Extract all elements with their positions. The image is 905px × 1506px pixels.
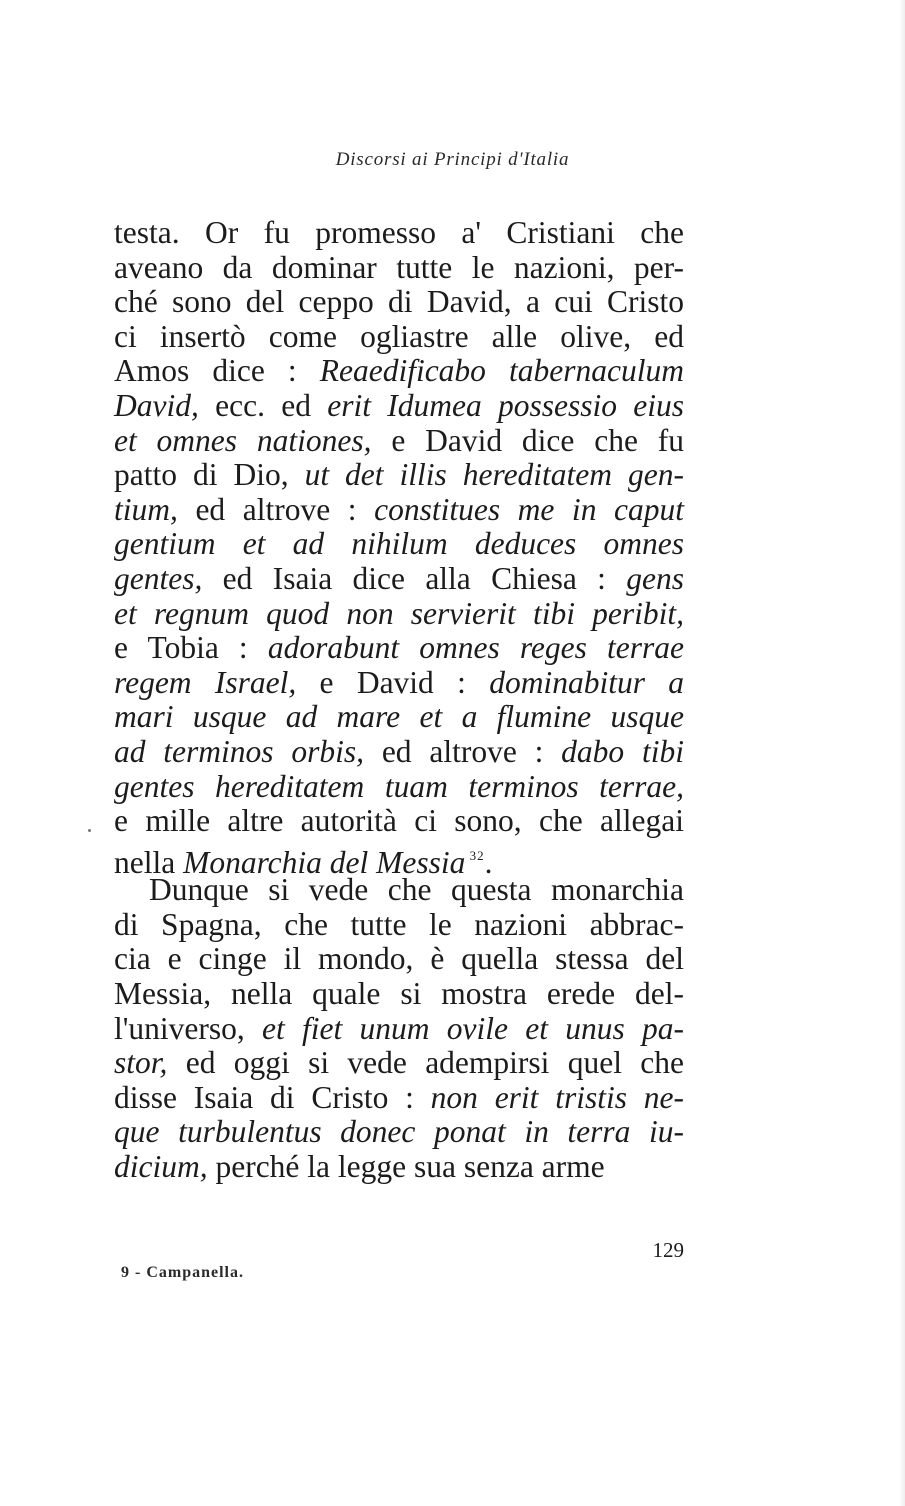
italic-segment: gentium et ad nihilum deduces omnes [114, 526, 684, 562]
text-line [114, 631, 684, 666]
text-segment: testa. Or fu promesso a' Cristiani che [114, 215, 684, 250]
text-segment: aveano da dominar tutte le nazioni, per- [114, 249, 684, 285]
text-line [114, 458, 684, 493]
text-line [114, 700, 684, 735]
text-line [114, 389, 684, 424]
text-segment: e mille altre autorità ci sono, che allegai [114, 803, 684, 839]
text-line [114, 1046, 684, 1081]
italic-segment: que turbulentus donec ponat in terra iu- [114, 1114, 684, 1150]
text-segment: di Spagna, che tutte le nazioni abbrac- [114, 906, 684, 942]
text-line [114, 666, 684, 701]
text-line [114, 873, 684, 908]
footnote-marker: 32 [465, 847, 485, 863]
text-line [114, 942, 684, 977]
italic-segment: gentes, [114, 560, 203, 596]
text-line [114, 977, 684, 1012]
text-line [114, 216, 684, 251]
text-segment: disse Isaia di Cristo : [114, 1079, 431, 1115]
italic-segment: regem Israel, [114, 664, 297, 700]
italic-segment: et regnum quod non servierit tibi peribit, [114, 595, 684, 631]
italic-segment: constitues me in caput [374, 491, 684, 527]
text-segment: e David dice che fu [371, 422, 684, 458]
italic-segment: tium, [114, 491, 178, 527]
italic-segment: David, [114, 387, 199, 423]
text-line [114, 804, 684, 839]
text-line [114, 424, 684, 459]
text-line [114, 597, 684, 632]
text-segment: ed altrove : [177, 491, 375, 527]
italic-segment: ut det illis hereditatem gen- [304, 457, 684, 493]
italic-segment: dabo tibi [561, 733, 684, 769]
text-segment: ché sono del ceppo di David, a cui Cristo [114, 284, 684, 320]
text-line [114, 285, 684, 320]
printing-speck [88, 829, 91, 832]
running-head: Discorsi ai Principi d'Italia [335, 149, 570, 170]
italic-segment: gens [626, 560, 684, 596]
text-segment: ecc. ed [198, 387, 328, 423]
text-line [114, 562, 684, 597]
italic-segment: Monarchia del Messia [183, 844, 466, 880]
text-segment: Messia, nella quale si mostra erede del- [114, 976, 684, 1012]
text-line [114, 908, 684, 943]
text-segment: l'universo, [114, 1010, 263, 1046]
italic-segment: adorabunt omnes reges terrae [267, 630, 684, 666]
text-line [114, 839, 684, 880]
page-edge [899, 0, 905, 1506]
italic-segment: stor, [114, 1045, 168, 1081]
text-line [114, 527, 684, 562]
text-line [114, 1150, 684, 1185]
signature-mark: 9 - Campanella. [121, 1264, 244, 1281]
italic-segment: dicium, [114, 1149, 208, 1185]
italic-segment: non erit tristis ne- [430, 1079, 685, 1115]
italic-segment: et fiet unum ovile et unus pa- [262, 1010, 684, 1046]
text-segment: Amos dice : [114, 353, 320, 389]
text-segment: e David : [296, 664, 490, 700]
italic-segment: et omnes nationes, [114, 422, 372, 458]
text-segment: cia e cinge il mondo, è quella stessa del [114, 941, 684, 977]
body-text [114, 216, 684, 1185]
text-line [114, 1012, 684, 1047]
italic-segment: gentes hereditatem tuam terminos terrae, [114, 768, 684, 804]
text-line [114, 735, 684, 770]
text-segment: ci insertò come ogliastre alle olive, ed [114, 318, 684, 354]
text-segment: e Tobia : [114, 630, 268, 666]
text-line [114, 251, 684, 286]
page-number: 129 [652, 1238, 684, 1262]
italic-segment: mari usque ad mare et a flumine usque [114, 699, 684, 735]
text-segment: perché la legge sua senza arme [207, 1149, 605, 1185]
text-segment: ed Isaia dice alla Chiesa : [202, 560, 627, 596]
text-segment: patto di Dio, [114, 457, 305, 493]
text-segment: ed altrove : [364, 733, 562, 769]
italic-segment: dominabitur a [489, 664, 685, 700]
italic-segment: erit Idumea possessio eius [327, 387, 684, 423]
italic-segment: ad terminos orbis, [114, 733, 365, 769]
text-line [114, 770, 684, 805]
text-line [114, 1115, 684, 1150]
text-segment: nella [114, 844, 184, 880]
text-segment: ed oggi si vede adempirsi quel che [167, 1045, 684, 1081]
text-line [114, 1081, 684, 1116]
text-line [114, 320, 684, 355]
text-segment: . [484, 844, 493, 880]
text-segment: Dunque si vede che questa monarchia [149, 872, 684, 908]
text-line [114, 493, 684, 528]
text-line [114, 354, 684, 389]
italic-segment: Reaedificabo tabernaculum [319, 353, 684, 389]
